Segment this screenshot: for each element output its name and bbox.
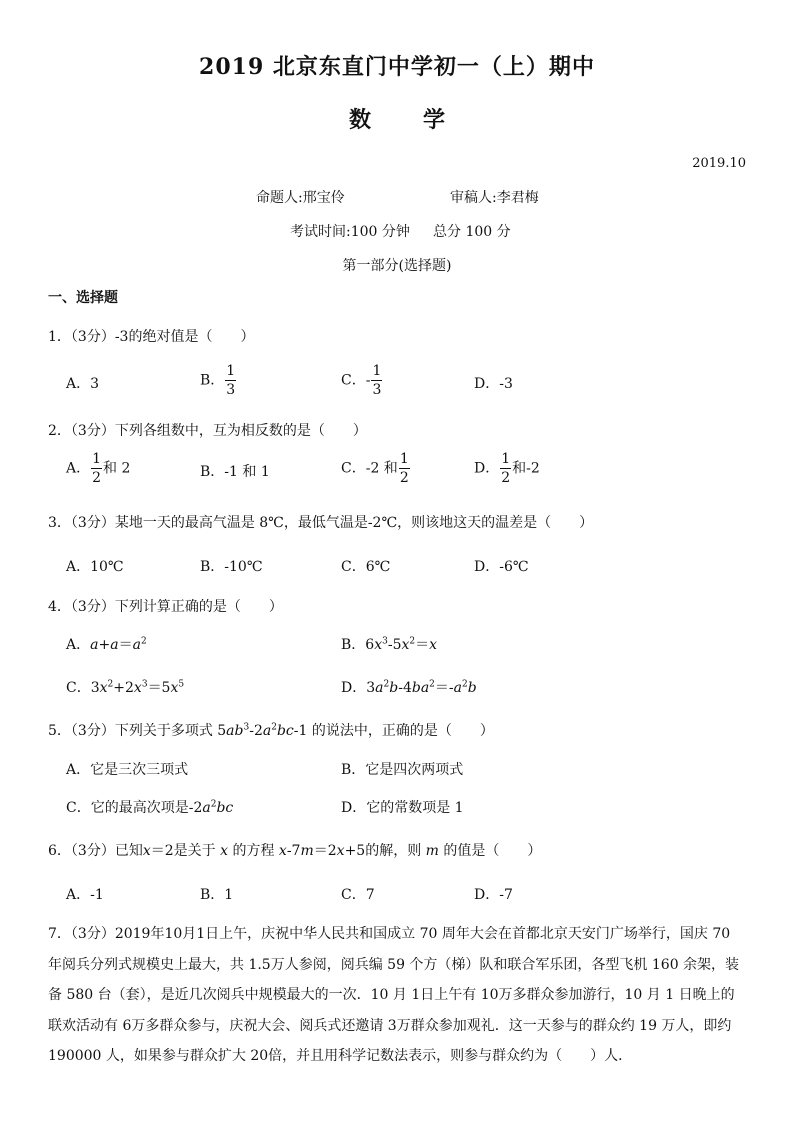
q2-option-b: B．-1 和 1 bbox=[200, 464, 270, 480]
q6-stem-4: ＝2 bbox=[313, 843, 337, 859]
exam-date: 2019.10 bbox=[692, 156, 746, 171]
q2-option-a bbox=[66, 452, 130, 485]
question-6-stem: 6．（3分）已知x＝2是关于 x 的方程 x-7m＝2x+5的解，则 m 的值是（ ） bbox=[48, 843, 542, 859]
q3-option-b: B．-10℃ bbox=[200, 559, 263, 575]
q2-a-tail: 和 2 bbox=[103, 460, 131, 477]
q4-option-a: A．$a+a=a^2$ bbox=[66, 636, 147, 653]
exam-title: 2019 北京东直门中学初一（上）期中 bbox=[199, 54, 595, 80]
q1-c-fraction bbox=[371, 364, 382, 397]
total-score: 总分 100 分 bbox=[433, 224, 511, 240]
q2-option-d bbox=[474, 452, 540, 485]
q4-option-c: C．$3x^2+2x^3=5x^5$ bbox=[66, 679, 185, 696]
q6-stem-6: 的值是（ ） bbox=[443, 843, 542, 859]
q5-stem-pre: 5．（3分）下列关于多项式 5 bbox=[48, 723, 227, 739]
question-4-stem: 4．（3分）下列计算正确的是（ ） bbox=[48, 599, 283, 615]
fraction-numerator: 1 bbox=[399, 451, 409, 467]
subject-char-1: 数 bbox=[348, 107, 371, 133]
q1-option-d: D．-3 bbox=[474, 376, 513, 392]
question-1-stem: 1．（3分）-3的绝对值是（ ） bbox=[48, 329, 255, 345]
reviewer: 审稿人:李君梅 bbox=[450, 190, 539, 206]
fraction-denominator: 3 bbox=[372, 382, 382, 398]
q6-stem-3: 的方程 bbox=[232, 843, 275, 859]
q4-d-label: D． bbox=[341, 680, 367, 696]
q5-option-a: A．它是三次三项式 bbox=[66, 762, 189, 778]
q4-b-label: B． bbox=[341, 637, 366, 653]
q1-b-label: B． bbox=[200, 372, 225, 389]
q6-stem-2: ＝2是关于 bbox=[150, 843, 216, 859]
q5-c-pre: C．它的最高次项是-2 bbox=[66, 800, 203, 816]
q4-a-label: A． bbox=[66, 637, 91, 653]
question-7-text: 7．（3分）2019年10月1日上午，庆祝中华人民共和国成立 70 周年大会在首都北京天安门广场举行，国庆 70 年阅兵分列式规模史上最大，共 1.5万人参阅，阅兵编 59 个方（梯）队和联合军乐团，各型飞机 160 余架，装备 580 台（套），是近几次阅兵中规模最大的一次．10 月 1日上午有 10万多群众参加游行，10 月 1 日晚上的联欢活动有 6万多群众参与，庆祝大会、阅兵式还邀请 3万群众参加观礼．这一天参与的群众约 19 万人，即约 190000 人，如果参与群众扩大 20倍，并且用科学记数法表示，则参与群众约为（ ）人． bbox=[48, 926, 740, 1064]
q4-c-label: C． bbox=[66, 680, 91, 696]
q2-a-label: A． bbox=[66, 460, 91, 477]
q1-b-fraction bbox=[225, 364, 236, 397]
q2-d-label: D． bbox=[474, 460, 500, 477]
q6-option-b: B．1 bbox=[200, 887, 234, 903]
q3-option-c: C．6℃ bbox=[341, 559, 391, 575]
q3-option-d: D．-6℃ bbox=[474, 559, 529, 575]
q6-stem-1: 6．（3分）已知 bbox=[48, 843, 143, 859]
q2-d-fraction bbox=[500, 452, 511, 485]
q6-option-d: D．-7 bbox=[474, 887, 513, 903]
q1-c-label: C． bbox=[341, 372, 366, 389]
q2-a-fraction bbox=[91, 452, 102, 485]
q2-c-label: C．-2 和 bbox=[341, 460, 398, 477]
fraction-denominator: 2 bbox=[399, 470, 409, 486]
question-3-stem: 3．（3分）某地一天的最高气温是 8℃，最低气温是-2℃，则该地这天的温差是（ ） bbox=[48, 515, 594, 531]
q6-option-c: C．7 bbox=[341, 887, 375, 903]
proposer: 命题人:邢宝伶 bbox=[256, 190, 345, 206]
fraction-numerator: 1 bbox=[92, 451, 102, 467]
q3-option-a: A．10℃ bbox=[66, 559, 124, 575]
q2-option-c bbox=[341, 452, 411, 485]
fraction-numerator: 1 bbox=[372, 363, 382, 379]
q6-option-a: A．-1 bbox=[66, 887, 104, 903]
fraction-denominator: 2 bbox=[501, 470, 511, 486]
part-title: 第一部分(选择题) bbox=[342, 258, 452, 274]
q4-option-d: D．$3a^2b-4ba^2=-a^2b$ bbox=[341, 679, 477, 696]
fraction-denominator: 2 bbox=[92, 470, 102, 486]
q1-c-sign: - bbox=[365, 372, 371, 389]
q1-option-a: A．3 bbox=[66, 376, 100, 392]
question-5-stem: 5．（3分）下列关于多项式 $5ab^3-2a^2bc-1$ 的说法中，正确的是（ ） bbox=[48, 722, 494, 739]
q2-c-fraction bbox=[399, 452, 410, 485]
q5-option-c: C．它的最高次项是$-2a^2bc$ bbox=[66, 799, 234, 816]
q2-d-tail: 和-2 bbox=[512, 460, 540, 477]
exam-time: 考试时间:100 分钟 bbox=[290, 224, 410, 240]
q1-option-c bbox=[341, 364, 383, 397]
q5-stem-post: -1 的说法中，正确的是（ ） bbox=[293, 723, 494, 739]
fraction-numerator: 1 bbox=[501, 451, 511, 467]
q6-stem-5: +5的解，则 bbox=[344, 843, 422, 859]
section-heading: 一、选择题 bbox=[48, 290, 118, 306]
q4-option-b: B．$6x^3-5x^2=x$ bbox=[341, 636, 438, 653]
subject-char-2: 学 bbox=[423, 107, 446, 133]
question-2-stem: 2．（3分）下列各组数中，互为相反数的是（ ） bbox=[48, 423, 367, 439]
subject-title bbox=[0, 103, 794, 134]
q5-option-b: B．它是四次两项式 bbox=[341, 762, 464, 778]
q1-option-b bbox=[200, 364, 237, 397]
fraction-denominator: 3 bbox=[226, 382, 236, 398]
q5-option-d: D．它的常数项是 1 bbox=[341, 800, 464, 816]
fraction-numerator: 1 bbox=[226, 363, 236, 379]
